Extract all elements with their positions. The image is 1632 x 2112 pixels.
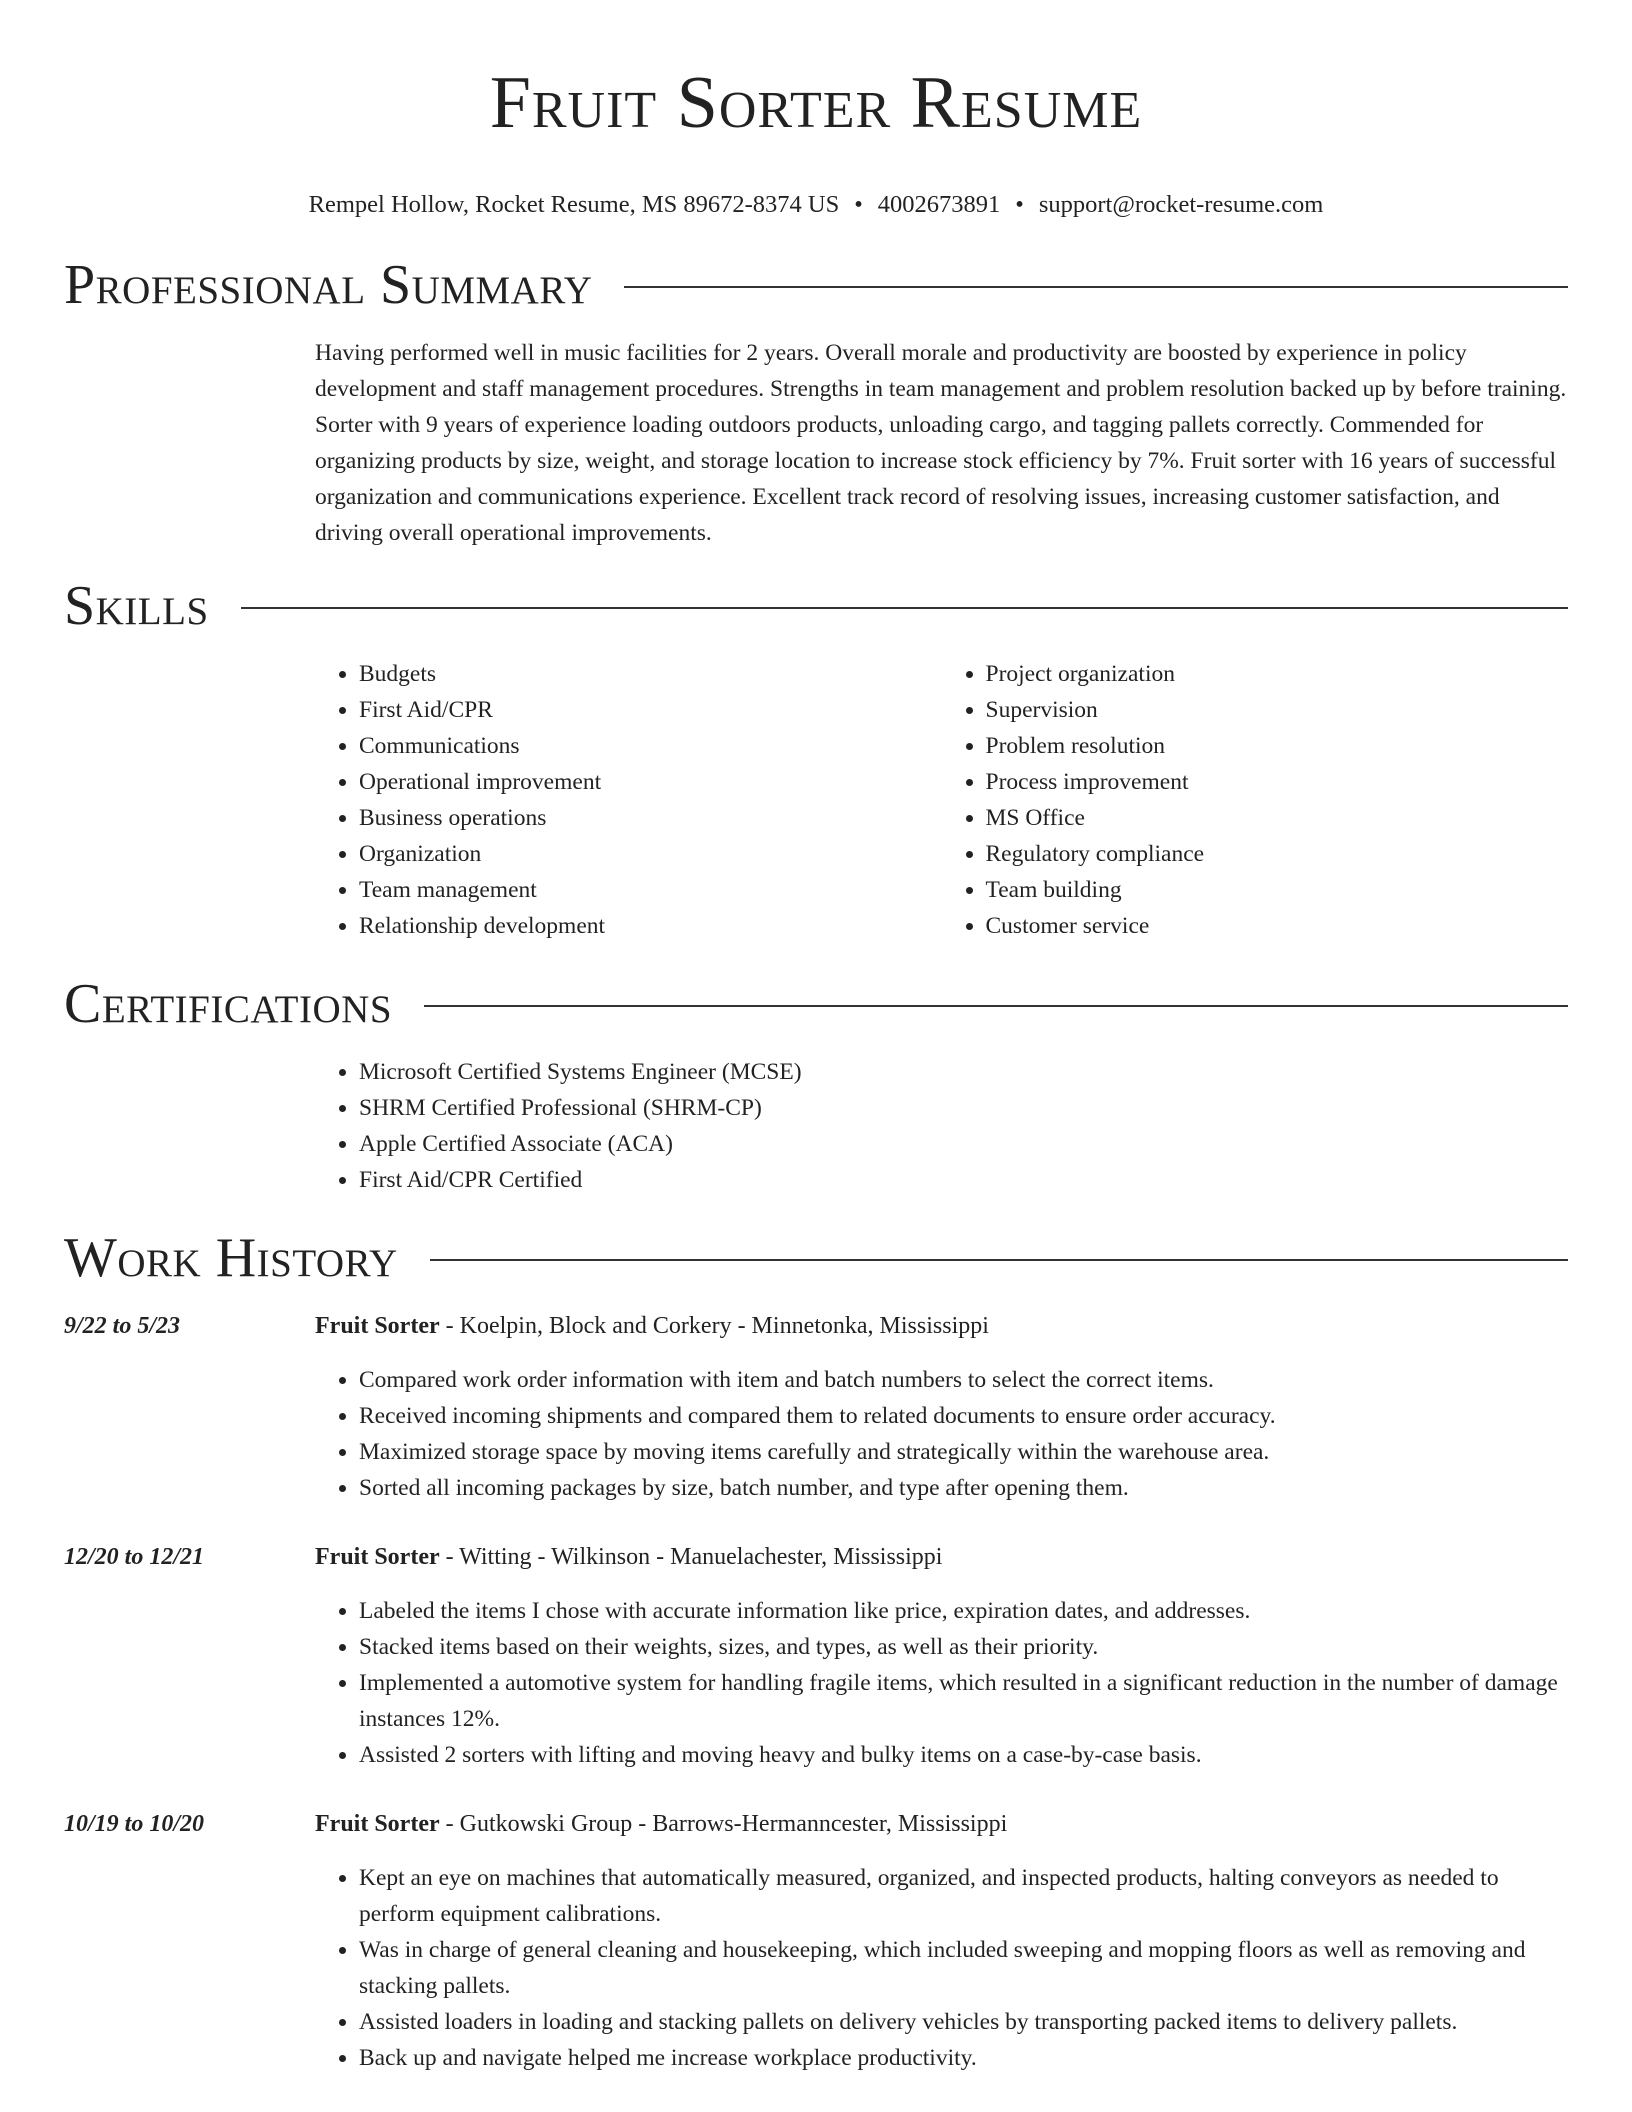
job-title-line bbox=[315, 1539, 942, 1575]
job-bullet: • Sorted all incoming packages by size, batch number, and type after opening them. bbox=[359, 1470, 1568, 1506]
contact-phone: 4002673891 bbox=[877, 191, 1001, 218]
skill-item: • Regulatory compliance bbox=[986, 836, 1569, 872]
contact-separator: • bbox=[1015, 191, 1024, 218]
skill-item: • Communications bbox=[359, 728, 942, 764]
skill-item: • Team management bbox=[359, 872, 942, 908]
summary-heading: Professional Summary bbox=[64, 254, 593, 316]
job-duties bbox=[315, 1860, 1568, 2076]
work-section-header bbox=[64, 1228, 1568, 1288]
job-bullet-list bbox=[315, 1860, 1568, 2076]
job-duties bbox=[315, 1593, 1568, 1773]
certifications-block bbox=[315, 1054, 1568, 1198]
certifications-heading: Certifications bbox=[64, 973, 393, 1035]
job-title-line bbox=[315, 1308, 989, 1344]
contact-separator: • bbox=[854, 191, 863, 218]
job-dates: 10/19 to 10/20 bbox=[64, 1811, 205, 1837]
section-divider bbox=[624, 286, 1568, 288]
job-entry bbox=[64, 1806, 1568, 2076]
summary-section-header bbox=[64, 255, 1568, 315]
contact-email[interactable]: support@rocket-resume.com bbox=[1038, 191, 1324, 218]
job-bullet: • Assisted 2 sorters with lifting and moving heavy and bulky items on a case-by-case basis. bbox=[359, 1737, 1568, 1773]
job-bullet: • Back up and navigate helped me increase workplace productivity. bbox=[359, 2040, 1568, 2076]
skill-item: • Project organization bbox=[986, 656, 1569, 692]
skills-column-right bbox=[942, 656, 1569, 944]
job-bullet: • Received incoming shipments and compared them to related documents to ensure order accuracy. bbox=[359, 1398, 1568, 1434]
job-entry bbox=[64, 1308, 1568, 1506]
job-bullet: • Was in charge of general cleaning and housekeeping, which included sweeping and mopping floors as well as removing and stacking pallets. bbox=[359, 1932, 1568, 2004]
job-bullet-list bbox=[315, 1362, 1568, 1506]
certification-item: • SHRM Certified Professional (SHRM-CP) bbox=[359, 1090, 1568, 1126]
job-bullet: • Implemented a automotive system for handling fragile items, which resulted in a significant reduction in the number of damage instances 12%. bbox=[359, 1665, 1568, 1737]
job-dates: 12/20 to 12/21 bbox=[64, 1544, 205, 1570]
skill-item: • Problem resolution bbox=[986, 728, 1569, 764]
skill-item: • Business operations bbox=[359, 800, 942, 836]
job-dates: 9/22 to 5/23 bbox=[64, 1313, 181, 1339]
certification-item: • Microsoft Certified Systems Engineer (MCSE) bbox=[359, 1054, 1568, 1090]
job-bullet: • Labeled the items I chose with accurate information like price, expiration dates, and addresses. bbox=[359, 1593, 1568, 1629]
skills-section-header bbox=[64, 576, 1568, 636]
job-duties bbox=[315, 1362, 1568, 1506]
job-bullet-list bbox=[315, 1593, 1568, 1773]
skill-item: • Team building bbox=[986, 872, 1569, 908]
job-title: Fruit Sorter bbox=[315, 1544, 440, 1570]
skill-item: • MS Office bbox=[986, 800, 1569, 836]
job-bullet: • Compared work order information with item and batch numbers to select the correct items. bbox=[359, 1362, 1568, 1398]
job-bullet: • Stacked items based on their weights, sizes, and types, as well as their priority. bbox=[359, 1629, 1568, 1665]
contact-address: Rempel Hollow, Rocket Resume, MS 89672-8374 US bbox=[308, 191, 840, 218]
job-header bbox=[64, 1806, 1568, 1842]
contact-line bbox=[64, 190, 1568, 220]
job-employer: - Gutkowski Group - Barrows-Hermanncester, Mississippi bbox=[439, 1811, 1008, 1837]
resume-title: Fruit Sorter Resume bbox=[489, 62, 1143, 144]
job-entry bbox=[64, 1539, 1568, 1773]
work-heading: Work History bbox=[64, 1227, 398, 1289]
skill-item: • Process improvement bbox=[986, 764, 1569, 800]
skill-item: • Organization bbox=[359, 836, 942, 872]
job-header bbox=[64, 1308, 1568, 1344]
section-divider bbox=[430, 1259, 1568, 1261]
job-title: Fruit Sorter bbox=[315, 1811, 440, 1837]
skills-list bbox=[315, 656, 1568, 944]
skills-column-left bbox=[315, 656, 942, 944]
job-bullet: • Assisted loaders in loading and stacking pallets on delivery vehicles by transporting packed items to delivery pallets. bbox=[359, 2004, 1568, 2040]
certification-item: • Apple Certified Associate (ACA) bbox=[359, 1126, 1568, 1162]
skills-heading: Skills bbox=[64, 575, 209, 637]
summary-block bbox=[315, 335, 1568, 551]
job-header bbox=[64, 1539, 1568, 1575]
certification-item: • First Aid/CPR Certified bbox=[359, 1162, 1568, 1198]
section-divider bbox=[241, 607, 1568, 609]
skill-item: • Relationship development bbox=[359, 908, 942, 944]
job-title-line bbox=[315, 1806, 1007, 1842]
skill-item: • First Aid/CPR bbox=[359, 692, 942, 728]
section-divider bbox=[424, 1005, 1568, 1007]
certifications-section-header bbox=[64, 974, 1568, 1034]
job-bullet: • Maximized storage space by moving items carefully and strategically within the warehouse area. bbox=[359, 1434, 1568, 1470]
certifications-list bbox=[315, 1054, 1568, 1198]
skill-item: • Supervision bbox=[986, 692, 1569, 728]
skill-item: • Budgets bbox=[359, 656, 942, 692]
job-title: Fruit Sorter bbox=[315, 1313, 440, 1339]
job-bullet: • Kept an eye on machines that automatically measured, organized, and inspected products, halting conveyors as needed to perform equipment calibrations. bbox=[359, 1860, 1568, 1932]
skill-item: • Customer service bbox=[986, 908, 1569, 944]
summary-text: Having performed well in music facilities for 2 years. Overall morale and productivity are boosted by experience in policy development and staff management procedures. Strengths in team management and problem resolution backed up by before training. Sorter with 9 years of experience loading outdoors products, unloading cargo, and tagging pallets correctly. Commended for organizing products by size, weight, and storage location to increase stock efficiency by 7%. Fruit sorter with 16 years of successful organization and communications experience. Excellent track record of resolving issues, increasing customer satisfaction, and driving overall operational improvements. bbox=[315, 340, 1567, 546]
skill-item: • Operational improvement bbox=[359, 764, 942, 800]
job-employer: - Koelpin, Block and Corkery - Minnetonka, Mississippi bbox=[439, 1313, 989, 1339]
job-employer: - Witting - Wilkinson - Manuelachester, Mississippi bbox=[439, 1544, 943, 1570]
